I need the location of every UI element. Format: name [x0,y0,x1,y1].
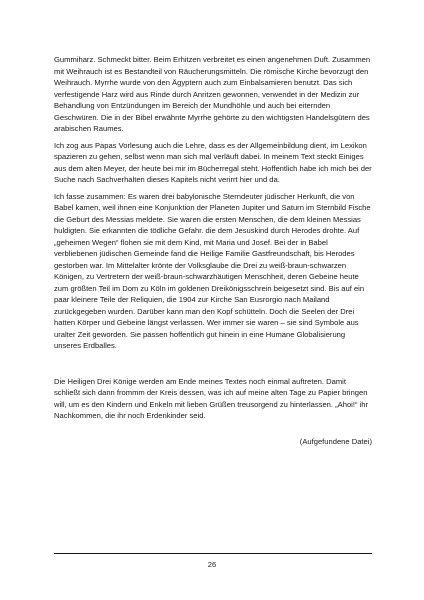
paragraph-summary: Ich fasse zusammen: Es waren drei babylonische Sterndeuter jüdischer Herkunft, die von Babel kamen, weil ihnen eine Konjunktion der Planeten Jupiter und Saturn im Sternbild Fische die Geburt des Messias meldete. Sie waren die ersten Menschen, die dem kleinen Messias huldigten. Sie erkannten die tödliche Gefahr. die dem Jesuskind durch Herodes drohte. Auf „geheimen Wegen“ flohen sie mit dem Kind, mit Maria und Josef. Bei der in Babel verbliebenen jüdischen Gemeinde fand die Heilige Familie Gastfreundschaft, bis Herodes gestorben war. Im Mittelalter krönte der Volksglaube die Drei zu weiß-braun-schwarzen Königen, zu Vertretern der weiß-braun-schwarzhäutigen Menschheit, deren Gebeine heute zum größten Teil im Dom zu Köln im goldenen Dreikönigsschrein beigesetzt sind. Bis auf ein paar kleinere Teile der Reliquien, die 1904 zur Kirche San Eusrorgio nach Mailand zurückgegeben wurden. Darüber kann man den Kopf schütteln. Doch die Seelen der Drei hatten Körper und Gebeine längst verlassen. Wer immer sie waren – sie sind Symbole aus uralter Zeit geworden. Sie passen hoffentlich gut hinein in eine Humane Globalisierung unseres Erdballes. [54,191,371,350]
footer-rule [54,553,372,554]
paragraph-closing: Die Heiligen Drei Könige werden am Ende meines Textes noch einmal auftreten. Damit schließt sich dann frommm der Kreis dessen, was ich auf meine alten Tage zu Papier bringen will, um es den Kindern und Enkeln mit lieben Grüßen treusorgend zu hinterlassen. „Ahoi!“ ihr Nachkommen, die ihr noch Erdenkinder seid. [54,376,369,420]
page-number: 26 [207,560,217,569]
signoff-note: (Aufgefundene Datei) [299,436,372,446]
paragraph-lexikon: Ich zog aus Papas Vorlesung auch die Lehre, dass es der Allgemeinbildung dient, im Lexikon spazieren zu gehen, selbst wenn man sich mal verläuft dabei. In meinem Text steckt Einiges aus dem alten Meyer, der heute bei mir im Bücherregal steht. Hoffentlich habe ich mich bei der Suche nach Sachverhalten dieses Kapitels nicht verirrt hier und da. [54,140,372,184]
paragraph-myrrh: Gummiharz. Schmeckt bitter. Beim Erhitzen verbreitet es einen angenehmen Duft. Zusammen mit Weihrauch ist es Bestandteil von Räucherungsmitteln. Die römische Kirche bevorzugt den Weihrauch. Myrrhe wurde von den Ägyptern auch zum Einbalsamieren benutzt. Das sich verfestigende Harz wird aus Rinde durch Anritzen gewonnen, verwendet in der Medizin zur Behandlung von Entzündungen im Bereich der Mundhöhle und auch bei eiternden Geschwüren. Die in der Bibel erwähnte Myrrhe gehörte zu den wichtigsten Handelsgütern des arabischen Raumes. [54,55,371,133]
page-body [54,54,372,452]
